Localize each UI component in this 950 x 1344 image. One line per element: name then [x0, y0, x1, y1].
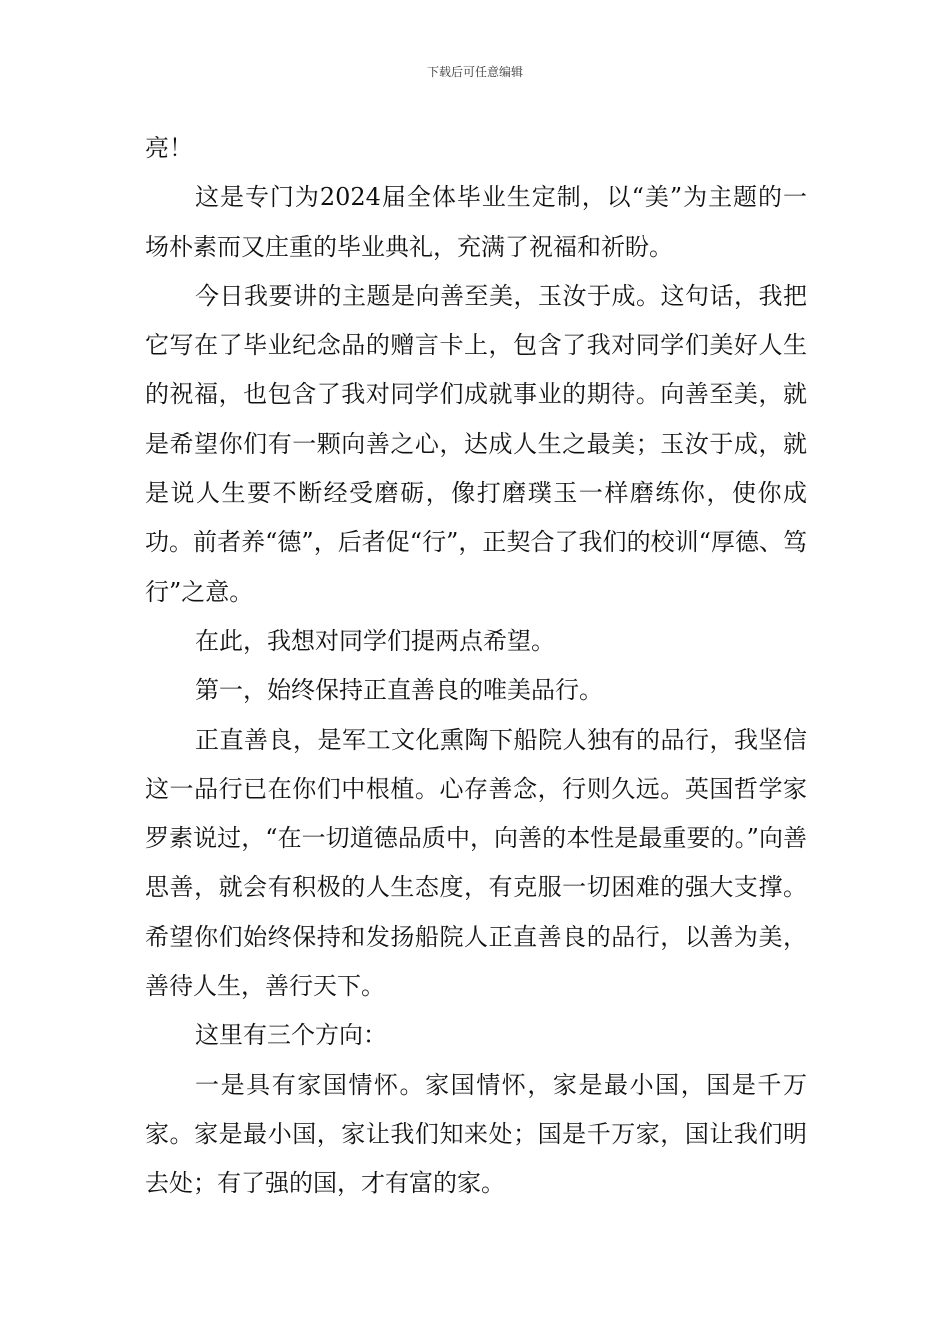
document-body: [145, 124, 807, 1209]
paragraph-5: 第一，始终保持正直善良的唯美品行。: [195, 676, 603, 705]
paragraph-1: 亮！: [145, 134, 193, 162]
paragraph-8: 一是具有家国情怀。家国情怀，家是最小国，国是千万家。家是最小国，家让我们知来处；国是千万家，国让我们明去处；有了强的国，才有富的家。: [145, 1070, 807, 1198]
paragraph-6: 正直善良，是军工文化熏陶下船院人独有的品行，我坚信这一品行已在你们中根植。心存善念，行则久远。英国哲学家罗素说过，“在一切道德品质中，向善的本性是最重要的。”向善思善，就会有积极的人生态度，有克服一切困难的强大支撑。希望你们始终保持和发扬船院人正直善良的品行，以善为美，善待人生，善行天下。: [145, 725, 807, 1001]
paragraph-4: 在此，我想对同学们提两点希望。: [195, 626, 555, 655]
paragraph-7: 这里有三个方向：: [195, 1021, 387, 1050]
page-header: 下载后可任意编辑: [426, 65, 523, 79]
paragraph-2: 这是专门为2024届全体毕业生定制，以“美”为主题的一场朴素而又庄重的毕业典礼，充满了祝福和祈盼。: [145, 183, 807, 261]
paragraph-3: 今日我要讲的主题是向善至美，玉汝于成。这句话，我把它写在了毕业纪念品的赠言卡上，包含了我对同学们美好人生的祝福，也包含了我对同学们成就事业的期待。向善至美，就是希望你们有一颗向善之心，达成人生之最美；玉汝于成，就是说人生要不断经受磨砺，像打磨璞玉一样磨练你，使你成功。前者养“德”，后者促“行”，正契合了我们的校训“厚德、笃行”之意。: [145, 281, 807, 606]
